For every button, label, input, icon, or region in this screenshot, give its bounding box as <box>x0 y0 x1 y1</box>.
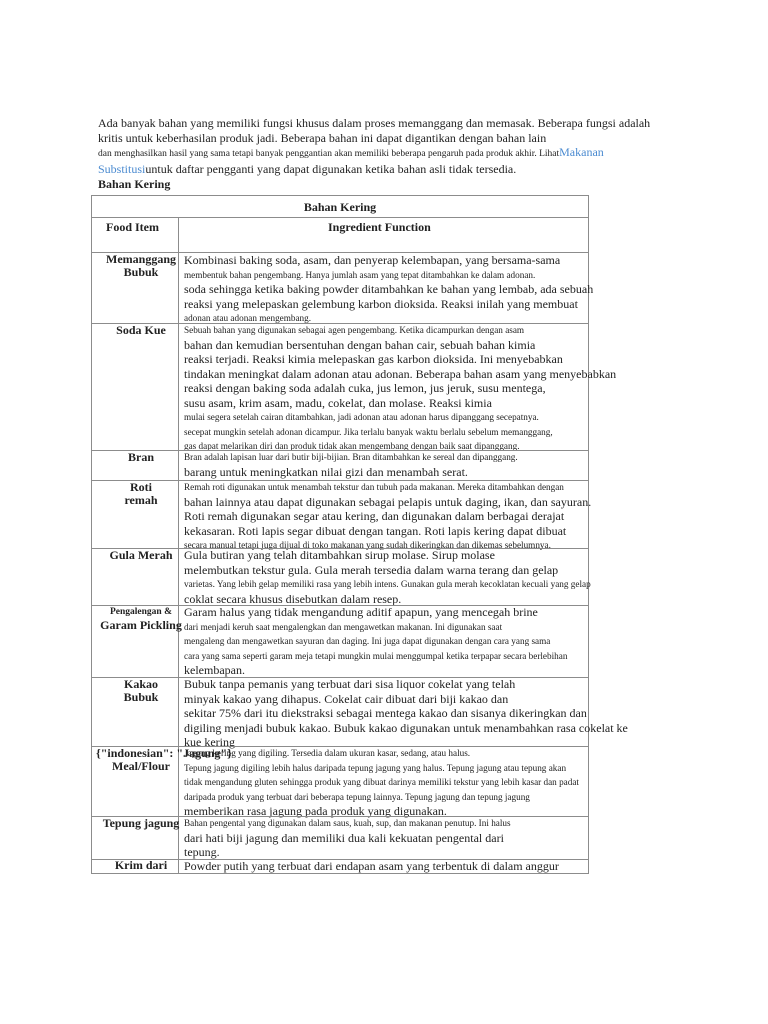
table-row <box>92 816 588 859</box>
ingredient-function-cell <box>184 677 644 750</box>
table-row <box>92 677 628 749</box>
food-item-cell <box>96 253 186 279</box>
food-item-cell <box>96 606 186 632</box>
function-text-line: Garam halus yang tidak mengandung aditif apapun, yang mencegah brine <box>184 605 538 619</box>
food-item-cell <box>96 817 186 830</box>
food-item-label: Bubuk <box>123 690 159 704</box>
ingredient-function-cell <box>184 859 644 874</box>
intro-line: kritis untuk keberhasilan produk jadi. Beberapa bahan ini dapat digantikan dengan bahan lain <box>98 130 547 145</box>
ingredient-function-cell <box>184 323 644 454</box>
ingredient-function-cell <box>184 450 644 479</box>
food-item-label: Meal/Flour <box>112 759 170 773</box>
function-text-line: mengaleng dan mengawetkan sayuran dan daging. Ini juga dapat digunakan dengan cara yang sama <box>184 636 551 646</box>
food-item-cell <box>96 859 186 872</box>
function-text-line: mulai segera setelah cairan ditambahkan, jadi adonan atau adonan harus dipanggang secepatnya. <box>184 412 539 422</box>
function-text-line: Sebuah bahan yang digunakan sebagai agen pengembang. Ketika dicampurkan dengan asam <box>184 325 525 335</box>
food-item-label: {"indonesian": "Jagung"} <box>96 746 232 760</box>
column-header-ingredient-function: Ingredient Function <box>328 220 431 234</box>
food-item-label: Pengalengan & <box>109 607 172 617</box>
function-text-line: coklat secara khusus disebutkan dalam resep. <box>184 591 402 606</box>
function-text-line: bahan lainnya atau dapat digunakan sebagai pelapis untuk daging, ikan, dan sayuran. <box>184 494 592 509</box>
function-text-line: daripada produk yang terbuat dari beberapa tepung lainnya. Tepung jagung dan tepung jagung <box>184 791 530 802</box>
section-heading: Bahan Kering <box>98 177 171 191</box>
intro-paragraph <box>98 116 698 176</box>
function-text-line: adonan atau adonan mengembang. <box>184 313 312 323</box>
function-text-line: reaksi yang melepaskan gelembung karbon dioksida. Reaksi inilah yang membuat <box>184 296 578 311</box>
table-row <box>92 746 588 816</box>
food-item-cell <box>96 549 186 562</box>
function-text-line: Kombinasi baking soda, asam, dan penyerap kelembapan, yang bersama-sama <box>184 253 561 267</box>
ingredient-function-cell <box>184 746 644 819</box>
ingredient-function-cell <box>184 605 644 678</box>
ingredient-function-cell <box>184 816 644 860</box>
food-item-label: Kakao <box>123 677 158 691</box>
function-text-line: sekitar 75% dari itu diekstraksi sebagai mentega kakao dan sisanya dikeringkan dan <box>184 706 587 720</box>
intro-line: untuk daftar pengganti yang dapat digunakan ketika bahan asli tidak tersedia. <box>145 161 517 176</box>
function-text-line: tepung. <box>184 845 220 859</box>
food-item-label: remah <box>124 493 158 507</box>
function-text-line: melembutkan tekstur gula. Gula merah tersedia dalam warna terang dan gelap <box>184 562 559 577</box>
function-text-line: dari menjadi keruh saat mengalengkan dan mengawetkan makanan. Ini digunakan saat <box>184 621 503 632</box>
function-text-line: reaksi dengan baking soda adalah cuka, jus lemon, jus jeruk, susu mentega, <box>184 381 546 395</box>
food-item-label: Memanggang <box>106 252 176 266</box>
function-text-line: minyak kakao yang dihapus. Cokelat cair dibuat dari biji kakao dan <box>184 691 509 706</box>
food-item-cell <box>96 451 186 464</box>
function-text-line: cara yang sama seperti garam meja tetapi mungkin mulai menggumpal ketika terpapar secara berlebihan <box>184 650 568 661</box>
function-text-line: Bahan pengental yang digunakan dalam saus, kuah, sup, dan makanan penutup. Ini halus <box>184 818 511 828</box>
table-row <box>92 548 591 606</box>
food-item-label: Bubuk <box>123 265 159 279</box>
ingredient-function-cell <box>184 548 644 606</box>
function-text-line: bahan dan kemudian bersentuhan dengan bahan cair, sebuah bahan kimia <box>184 337 536 352</box>
intro-line: Ada banyak bahan yang memiliki fungsi khusus dalam proses memanggang dan memasak. Beberapa fungsi adalah <box>98 116 651 130</box>
table-row <box>92 252 594 323</box>
table-row <box>92 859 588 874</box>
function-text-line: barang untuk meningkatkan nilai gizi dan menambah serat. <box>184 464 468 479</box>
function-text-line: secara manual tetapi juga dijual di toko makanan yang sudah dikeringkan dan dikemas sebelumnya. <box>184 540 551 550</box>
function-text-line: susu asam, krim asam, madu, cokelat, dan molase. Reaksi kimia <box>184 395 492 410</box>
function-text-line: memberikan rasa jagung pada produk yang digunakan. <box>184 804 447 818</box>
function-text-line: tidak mengandung gluten sehingga produk yang dibuat darinya memiliki tekstur yang lebih kasar dan padat <box>184 777 579 787</box>
function-text-line: tindakan meningkat dalam adonan atau adonan. Beberapa bahan asam yang menyebabkan <box>184 366 617 381</box>
table-row <box>92 323 617 451</box>
food-item-cell <box>96 481 186 507</box>
function-text-line: kue kering <box>184 735 235 749</box>
table-row <box>92 480 592 550</box>
food-item-label: Soda Kue <box>116 323 166 337</box>
function-text-line: Tepung jagung digiling lebih halus daripada tepung jagung yang halus. Tepung jagung atau tepung akan <box>184 762 567 773</box>
function-text-line: reaksi terjadi. Reaksi kimia melepaskan gas karbon dioksida. Ini menyebabkan <box>184 352 563 366</box>
ingredient-function-cell <box>184 253 644 326</box>
function-text-line: soda sehingga ketika baking powder ditambahkan ke bahan yang lembab, ada sebuah <box>184 282 594 296</box>
food-item-cell <box>96 678 186 704</box>
function-text-line: Gula butiran yang telah ditambahkan sirup molase. Sirup molase <box>184 548 495 562</box>
food-item-label: Bran <box>127 450 154 464</box>
ingredient-function-cell <box>184 480 644 553</box>
function-text-line: Remah roti digunakan untuk menambah tekstur dan tubuh pada makanan. Mereka ditambahkan dengan <box>184 482 564 492</box>
ingredients-table <box>91 195 628 874</box>
food-item-label: Roti <box>130 480 152 494</box>
table-row <box>92 605 588 677</box>
substitution-link-continued[interactable]: Substitusi <box>98 161 146 176</box>
function-text-line: gas dapat melarikan diri dan produk tidak akan mengembang dengan baik saat dipanggang. <box>184 441 520 451</box>
table-title: Bahan Kering <box>303 200 377 214</box>
intro-line: dan menghasilkan hasil yang sama tetapi banyak penggantian akan memiliki beberapa pengaruh pada produk akhir. Lihat <box>98 149 560 159</box>
function-text-line: kelembapan. <box>184 663 245 677</box>
food-item-cell <box>96 746 232 773</box>
function-text-line: digiling menjadi bubuk kakao. Bubuk kakao digunakan untuk menambahkan rasa cokelat ke <box>184 720 628 735</box>
function-text-line: kekasaran. Roti lapis segar dibuat dengan tangan. Roti lapis kering dapat dibuat <box>184 523 567 538</box>
function-text-line: secepat mungkin setelah adonan dicampur. Jika terlalu banyak waktu berlalu sebelum memanggang, <box>184 426 553 437</box>
food-item-label: Krim dari <box>114 858 168 872</box>
food-item-label: Tepung jagung <box>102 816 180 830</box>
function-text-line: Bran adalah lapisan luar dari butir biji-bijian. Bran ditambahkan ke sereal dan dipanggang. <box>184 452 518 462</box>
function-text-line: dari hati biji jagung dan memiliki dua kali kekuatan pengental dari <box>184 830 504 845</box>
table-row <box>92 450 588 480</box>
substitution-link[interactable]: Makanan <box>559 145 604 159</box>
column-header-food-item: Food Item <box>106 220 159 234</box>
function-text-line: Jagung kering yang digiling. Tersedia dalam ukuran kasar, sedang, atau halus. <box>184 748 471 758</box>
food-item-label: Gula Merah <box>109 548 173 562</box>
food-item-cell <box>96 324 186 337</box>
function-text-line: varietas. Yang lebih gelap memiliki rasa yang lebih intens. Gunakan gula merah kecoklatan kecuali yang gelap <box>184 579 591 589</box>
function-text-line: Powder putih yang terbuat dari endapan asam yang terbentuk di dalam anggur <box>184 859 559 873</box>
function-text-line: membentuk bahan pengembang. Hanya jumlah asam yang tepat ditambahkan ke dalam adonan. <box>184 269 536 280</box>
row-divider <box>92 217 588 218</box>
function-text-line: Bubuk tanpa pemanis yang terbuat dari sisa liquor cokelat yang telah <box>184 677 516 691</box>
function-text-line: Roti remah digunakan segar atau kering, dan digunakan dalam berbagai derajat <box>184 509 565 523</box>
food-item-label: Garam Pickling <box>100 618 182 632</box>
